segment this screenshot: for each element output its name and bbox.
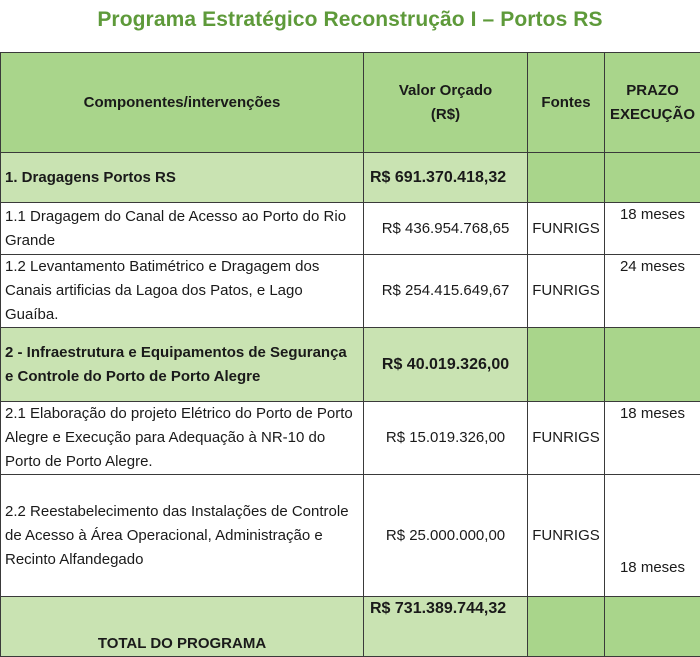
header-value-text: Valor Orçado (R$) [399, 82, 492, 123]
item-source: FUNRIGS [528, 203, 605, 255]
item-value: R$ 254.415.649,67 [364, 255, 528, 328]
item-deadline: 24 meses [605, 255, 700, 328]
item-source: FUNRIGS [528, 475, 605, 597]
total-row [1, 597, 700, 657]
section-sources-empty [528, 328, 605, 402]
item-value: R$ 25.000.000,00 [364, 475, 528, 597]
section-sources-empty [528, 153, 605, 203]
section-value: R$ 691.370.418,32 [364, 153, 528, 203]
header-sources: Fontes [528, 53, 605, 153]
program-table [0, 52, 700, 657]
table-row [1, 475, 700, 597]
item-value: R$ 15.019.326,00 [364, 402, 528, 475]
item-label: 1.1 Dragagem do Canal de Acesso ao Porto do Rio Grande [1, 203, 364, 255]
item-label: 2.1 Elaboração do projeto Elétrico do Porto de Porto Alegre e Execução para Adequação à NR-10 do Porto de Porto Alegre. [1, 402, 364, 475]
item-deadline: 18 meses [605, 475, 700, 597]
section-value: R$ 40.019.326,00 [364, 328, 528, 402]
total-sources-empty [528, 597, 605, 657]
section-deadline-empty [605, 153, 700, 203]
item-value: R$ 436.954.768,65 [364, 203, 528, 255]
header-value [364, 53, 528, 153]
total-label: TOTAL DO PROGRAMA [1, 597, 364, 657]
header-row [1, 53, 700, 153]
item-label: 1.2 Levantamento Batimétrico e Dragagem dos Canais artificias da Lagoa dos Patos, e Lago Guaíba. [1, 255, 364, 328]
header-components: Componentes/intervenções [1, 53, 364, 153]
section-row [1, 153, 700, 203]
header-deadline [605, 53, 700, 153]
section-label: 1. Dragagens Portos RS [1, 153, 364, 203]
section-deadline-empty [605, 328, 700, 402]
total-value: R$ 731.389.744,32 [364, 597, 528, 657]
document-title: Programa Estratégico Reconstrução I – Portos RS [0, 8, 700, 32]
table-row [1, 203, 700, 255]
item-label: 2.2 Reestabelecimento das Instalações de Controle de Acesso à Área Operacional, Administração e Recinto Alfandegado [1, 475, 364, 597]
header-deadline-text: PRAZO EXECUÇÃO [610, 82, 695, 123]
table-row [1, 255, 700, 328]
item-deadline: 18 meses [605, 402, 700, 475]
section-label: 2 - Infraestrutura e Equipamentos de Segurança e Controle do Porto de Porto Alegre [1, 328, 364, 402]
item-source: FUNRIGS [528, 402, 605, 475]
total-deadline-empty [605, 597, 700, 657]
item-deadline: 18 meses [605, 203, 700, 255]
table-row [1, 402, 700, 475]
section-row [1, 328, 700, 402]
item-source: FUNRIGS [528, 255, 605, 328]
